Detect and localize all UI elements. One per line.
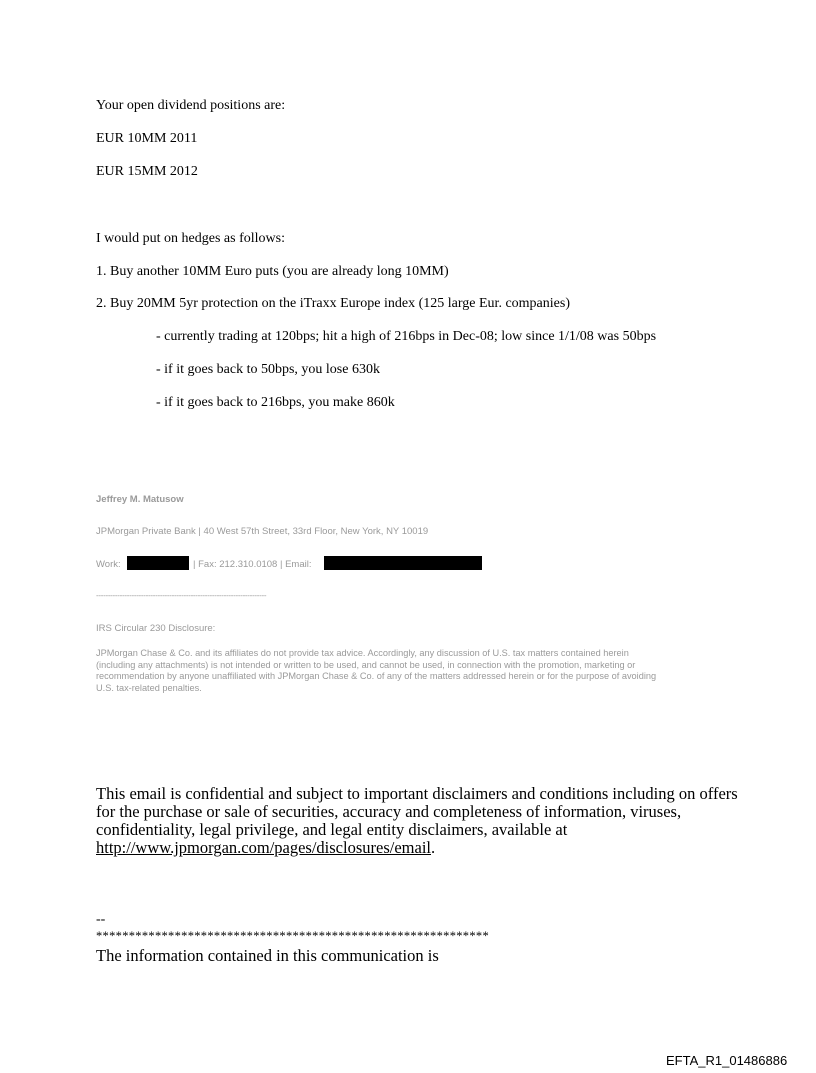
disclosures-link[interactable]: http://www.jpmorgan.com/pages/disclosures/email (96, 838, 431, 857)
signature-address: JPMorgan Private Bank | 40 West 57th Street, 33rd Floor, New York, NY 10019 (96, 526, 429, 537)
redaction-box (127, 556, 189, 570)
confidentiality-notice (96, 785, 756, 857)
signature-name: Jeffrey M. Matusow (96, 494, 184, 505)
signature-work-label: Work: (96, 559, 121, 570)
confidential-line: This email is confidential and subject to important disclaimers and conditions including on offers (96, 784, 738, 803)
positions-intro: Your open dividend positions are: (96, 98, 286, 113)
hedge-item-1: 1. Buy another 10MM Euro puts (you are already long 10MM) (96, 264, 449, 279)
hedges-intro: I would put on hedges as follows: (96, 231, 285, 246)
irs-line: (including any attachments) is not intended or written to be used, and cannot be used, in connection with the promotion, marketing or (96, 659, 636, 670)
footer-info: The information contained in this communication is (96, 946, 439, 965)
hedge-detail: - if it goes back to 50bps, you lose 630k (156, 362, 380, 377)
position-item: EUR 10MM 2011 (96, 131, 198, 146)
hedge-detail: - if it goes back to 216bps, you make 860k (156, 395, 395, 410)
bates-number: EFTA_R1_01486886 (666, 1053, 788, 1068)
irs-line: recommendation by anyone unaffiliated with JPMorgan Chase & Co. of any of the matters addressed herein or for the purpose of avoiding (96, 671, 657, 681)
confidential-line: for the purchase or sale of securities, accuracy and completeness of information, viruses, (96, 802, 682, 821)
confidential-line: confidentiality, legal privilege, and legal entity disclaimers, available at (96, 820, 568, 839)
position-item: EUR 15MM 2012 (96, 164, 198, 179)
hedge-detail: - currently trading at 120bps; hit a high of 216bps in Dec-08; low since 1/1/08 was 50bps (156, 329, 657, 344)
irs-line: U.S. tax-related penalties. (96, 682, 202, 693)
signature-divider: ------------------------------------------------------------------------ (96, 591, 267, 600)
footer-stars: ************************************************************ (96, 929, 489, 943)
irs-disclosure (96, 648, 736, 694)
irs-line: JPMorgan Chase & Co. and its affiliates do not provide tax advice. Accordingly, any discussion of U.S. tax matters contained herein (96, 648, 629, 658)
signature-fax: | Fax: 212.310.0108 | Email: (193, 559, 312, 570)
irs-title: IRS Circular 230 Disclosure: (96, 623, 216, 634)
link-suffix: . (431, 838, 436, 857)
redaction-box (324, 556, 482, 570)
hedge-item-2: 2. Buy 20MM 5yr protection on the iTraxx Europe index (125 large Eur. companies) (96, 296, 570, 311)
footer-dashes: -- (96, 912, 106, 927)
